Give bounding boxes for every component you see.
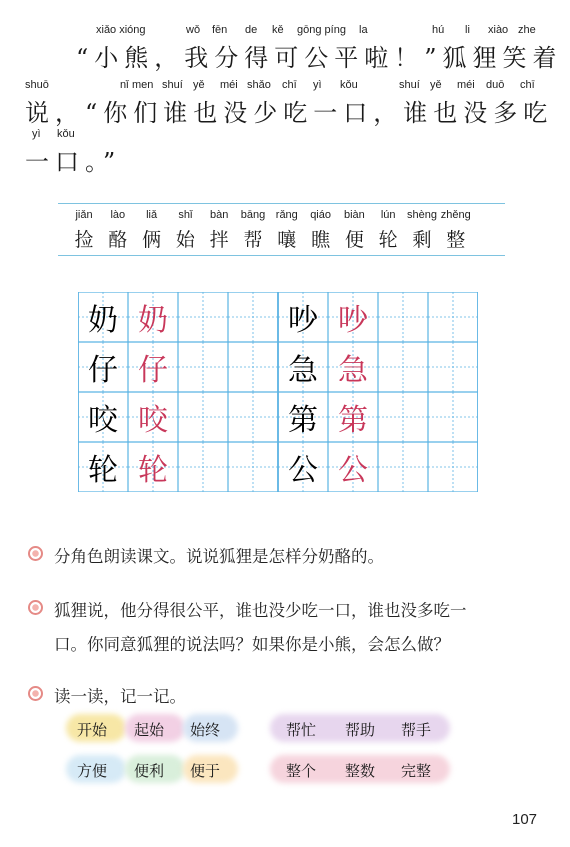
exercise-text: 读一读，记一记。 bbox=[54, 687, 186, 706]
story-line1: “小熊，我分得可公平啦！”狐狸笑着 bbox=[76, 44, 563, 72]
new-char-pinyin: biàn bbox=[343, 209, 365, 221]
pinyin-line1-6: la bbox=[359, 24, 368, 36]
new-chars-top-rule bbox=[58, 203, 505, 204]
model-character: 奶 bbox=[88, 303, 118, 338]
pinyin-line2-9: kǒu bbox=[340, 79, 358, 91]
trace-character: 仔 bbox=[138, 353, 168, 388]
new-char: 拌 bbox=[209, 229, 229, 251]
new-char-pinyin: zhěng bbox=[440, 209, 471, 221]
new-chars-bottom-rule bbox=[58, 255, 505, 256]
pinyin-line2-2: men bbox=[132, 79, 154, 91]
pinyin-line2-13: duō bbox=[486, 79, 505, 91]
new-char-pinyin: shǐ bbox=[178, 209, 193, 221]
vocab-word: 起始 bbox=[134, 721, 165, 739]
pinyin-line2-5: méi bbox=[220, 79, 238, 91]
new-char: 嚷 bbox=[277, 229, 297, 251]
vocab-word: 便利 bbox=[134, 762, 165, 780]
new-char: 便 bbox=[344, 229, 364, 251]
new-char: 帮 bbox=[243, 229, 263, 251]
pinyin-line1-1: wǒ bbox=[186, 24, 201, 36]
pinyin-line1-2: fēn bbox=[212, 24, 228, 36]
model-character: 第 bbox=[288, 403, 318, 438]
pinyin-line1-5: gōng píng bbox=[297, 24, 346, 36]
pinyin-line2-12: méi bbox=[457, 79, 475, 91]
vocab-word: 完整 bbox=[401, 762, 432, 780]
new-char: 酪 bbox=[108, 229, 128, 251]
vocab-word: 开始 bbox=[77, 721, 108, 739]
new-char-pinyin: jiǎn bbox=[75, 209, 93, 221]
pinyin-line1-8: li bbox=[465, 24, 470, 36]
pinyin-line1-9: xiào bbox=[488, 24, 509, 36]
new-char-pinyin: liǎ bbox=[146, 209, 158, 221]
story-line2: 说，“你们谁也没少吃一口，谁也没多吃 bbox=[25, 99, 554, 127]
new-char: 俩 bbox=[142, 229, 162, 251]
exercise-text: 口。你同意狐狸的说法吗？如果你是小熊，会怎么做？ bbox=[54, 635, 450, 654]
model-character: 咬 bbox=[88, 403, 118, 438]
pinyin-line2-4: yě bbox=[193, 79, 205, 91]
model-character: 公 bbox=[288, 453, 318, 488]
vocab-word: 始终 bbox=[190, 721, 221, 739]
exercise-bullet-icon bbox=[28, 600, 43, 615]
pinyin-line2-7: chī bbox=[282, 79, 297, 91]
new-char-pinyin: rǎng bbox=[275, 209, 298, 221]
pinyin-line2-14: chī bbox=[520, 79, 535, 91]
pinyin-line1-4: kě bbox=[272, 24, 284, 36]
story-line3: 一口。” bbox=[25, 148, 122, 176]
pinyin-line3-1: kǒu bbox=[57, 128, 75, 140]
pinyin-line3-0: yì bbox=[32, 128, 41, 140]
pinyin-line2-8: yì bbox=[313, 79, 322, 91]
pinyin-line2-0: shuō bbox=[25, 79, 49, 91]
trace-character: 吵 bbox=[338, 303, 368, 338]
model-character: 仔 bbox=[88, 353, 118, 388]
vocab-word: 帮忙 bbox=[286, 721, 317, 739]
pinyin-line1-3: de bbox=[245, 24, 258, 36]
vocab-word: 整数 bbox=[345, 762, 376, 780]
vocab-word: 便于 bbox=[190, 762, 221, 780]
new-char-pinyin: lún bbox=[380, 209, 396, 221]
page-number: 107 bbox=[512, 811, 538, 828]
model-character: 急 bbox=[288, 353, 318, 388]
model-character: 轮 bbox=[88, 453, 118, 488]
new-char: 剩 bbox=[412, 229, 432, 251]
trace-character: 第 bbox=[338, 403, 368, 438]
trace-character: 急 bbox=[338, 353, 368, 388]
vocab-word: 方便 bbox=[77, 762, 108, 780]
new-char: 整 bbox=[446, 229, 466, 251]
vocab-word: 帮助 bbox=[345, 721, 376, 739]
new-char-pinyin: lào bbox=[110, 209, 126, 221]
writing-grid bbox=[78, 292, 478, 496]
exercise-text: 狐狸说，他分得很公平，谁也没少吃一口，谁也没多吃一 bbox=[54, 601, 467, 620]
exercise-bullet-icon bbox=[28, 546, 43, 561]
trace-character: 公 bbox=[338, 453, 368, 488]
exercise-bullet-icon bbox=[28, 686, 43, 701]
vocab-word: 帮手 bbox=[401, 721, 432, 739]
pinyin-line2-3: shuí bbox=[162, 79, 183, 91]
pinyin-line1-7: hú bbox=[432, 24, 445, 36]
exercise-text: 分角色朗读课文。说说狐狸是怎样分奶酪的。 bbox=[54, 547, 384, 566]
new-char-pinyin: bāng bbox=[240, 209, 266, 221]
trace-character: 奶 bbox=[138, 303, 168, 338]
pinyin-line2-1: nǐ bbox=[120, 79, 129, 91]
trace-character: 轮 bbox=[138, 453, 168, 488]
pinyin-line2-6: shǎo bbox=[247, 79, 271, 91]
new-char: 始 bbox=[175, 229, 195, 251]
new-char-pinyin: qiáo bbox=[310, 209, 331, 221]
pinyin-line2-11: yě bbox=[430, 79, 442, 91]
new-char-pinyin: bàn bbox=[210, 209, 229, 221]
trace-character: 咬 bbox=[138, 403, 168, 438]
new-char: 轮 bbox=[378, 229, 398, 251]
pinyin-line1-10: zhe bbox=[518, 24, 536, 36]
model-character: 吵 bbox=[288, 303, 318, 338]
pinyin-line2-10: shuí bbox=[399, 79, 420, 91]
new-char: 捡 bbox=[74, 229, 94, 251]
pinyin-line1-0: xiǎo xióng bbox=[96, 24, 146, 36]
new-char-pinyin: shèng bbox=[407, 209, 437, 221]
vocab-word: 整个 bbox=[286, 762, 317, 780]
new-char: 瞧 bbox=[311, 229, 331, 251]
